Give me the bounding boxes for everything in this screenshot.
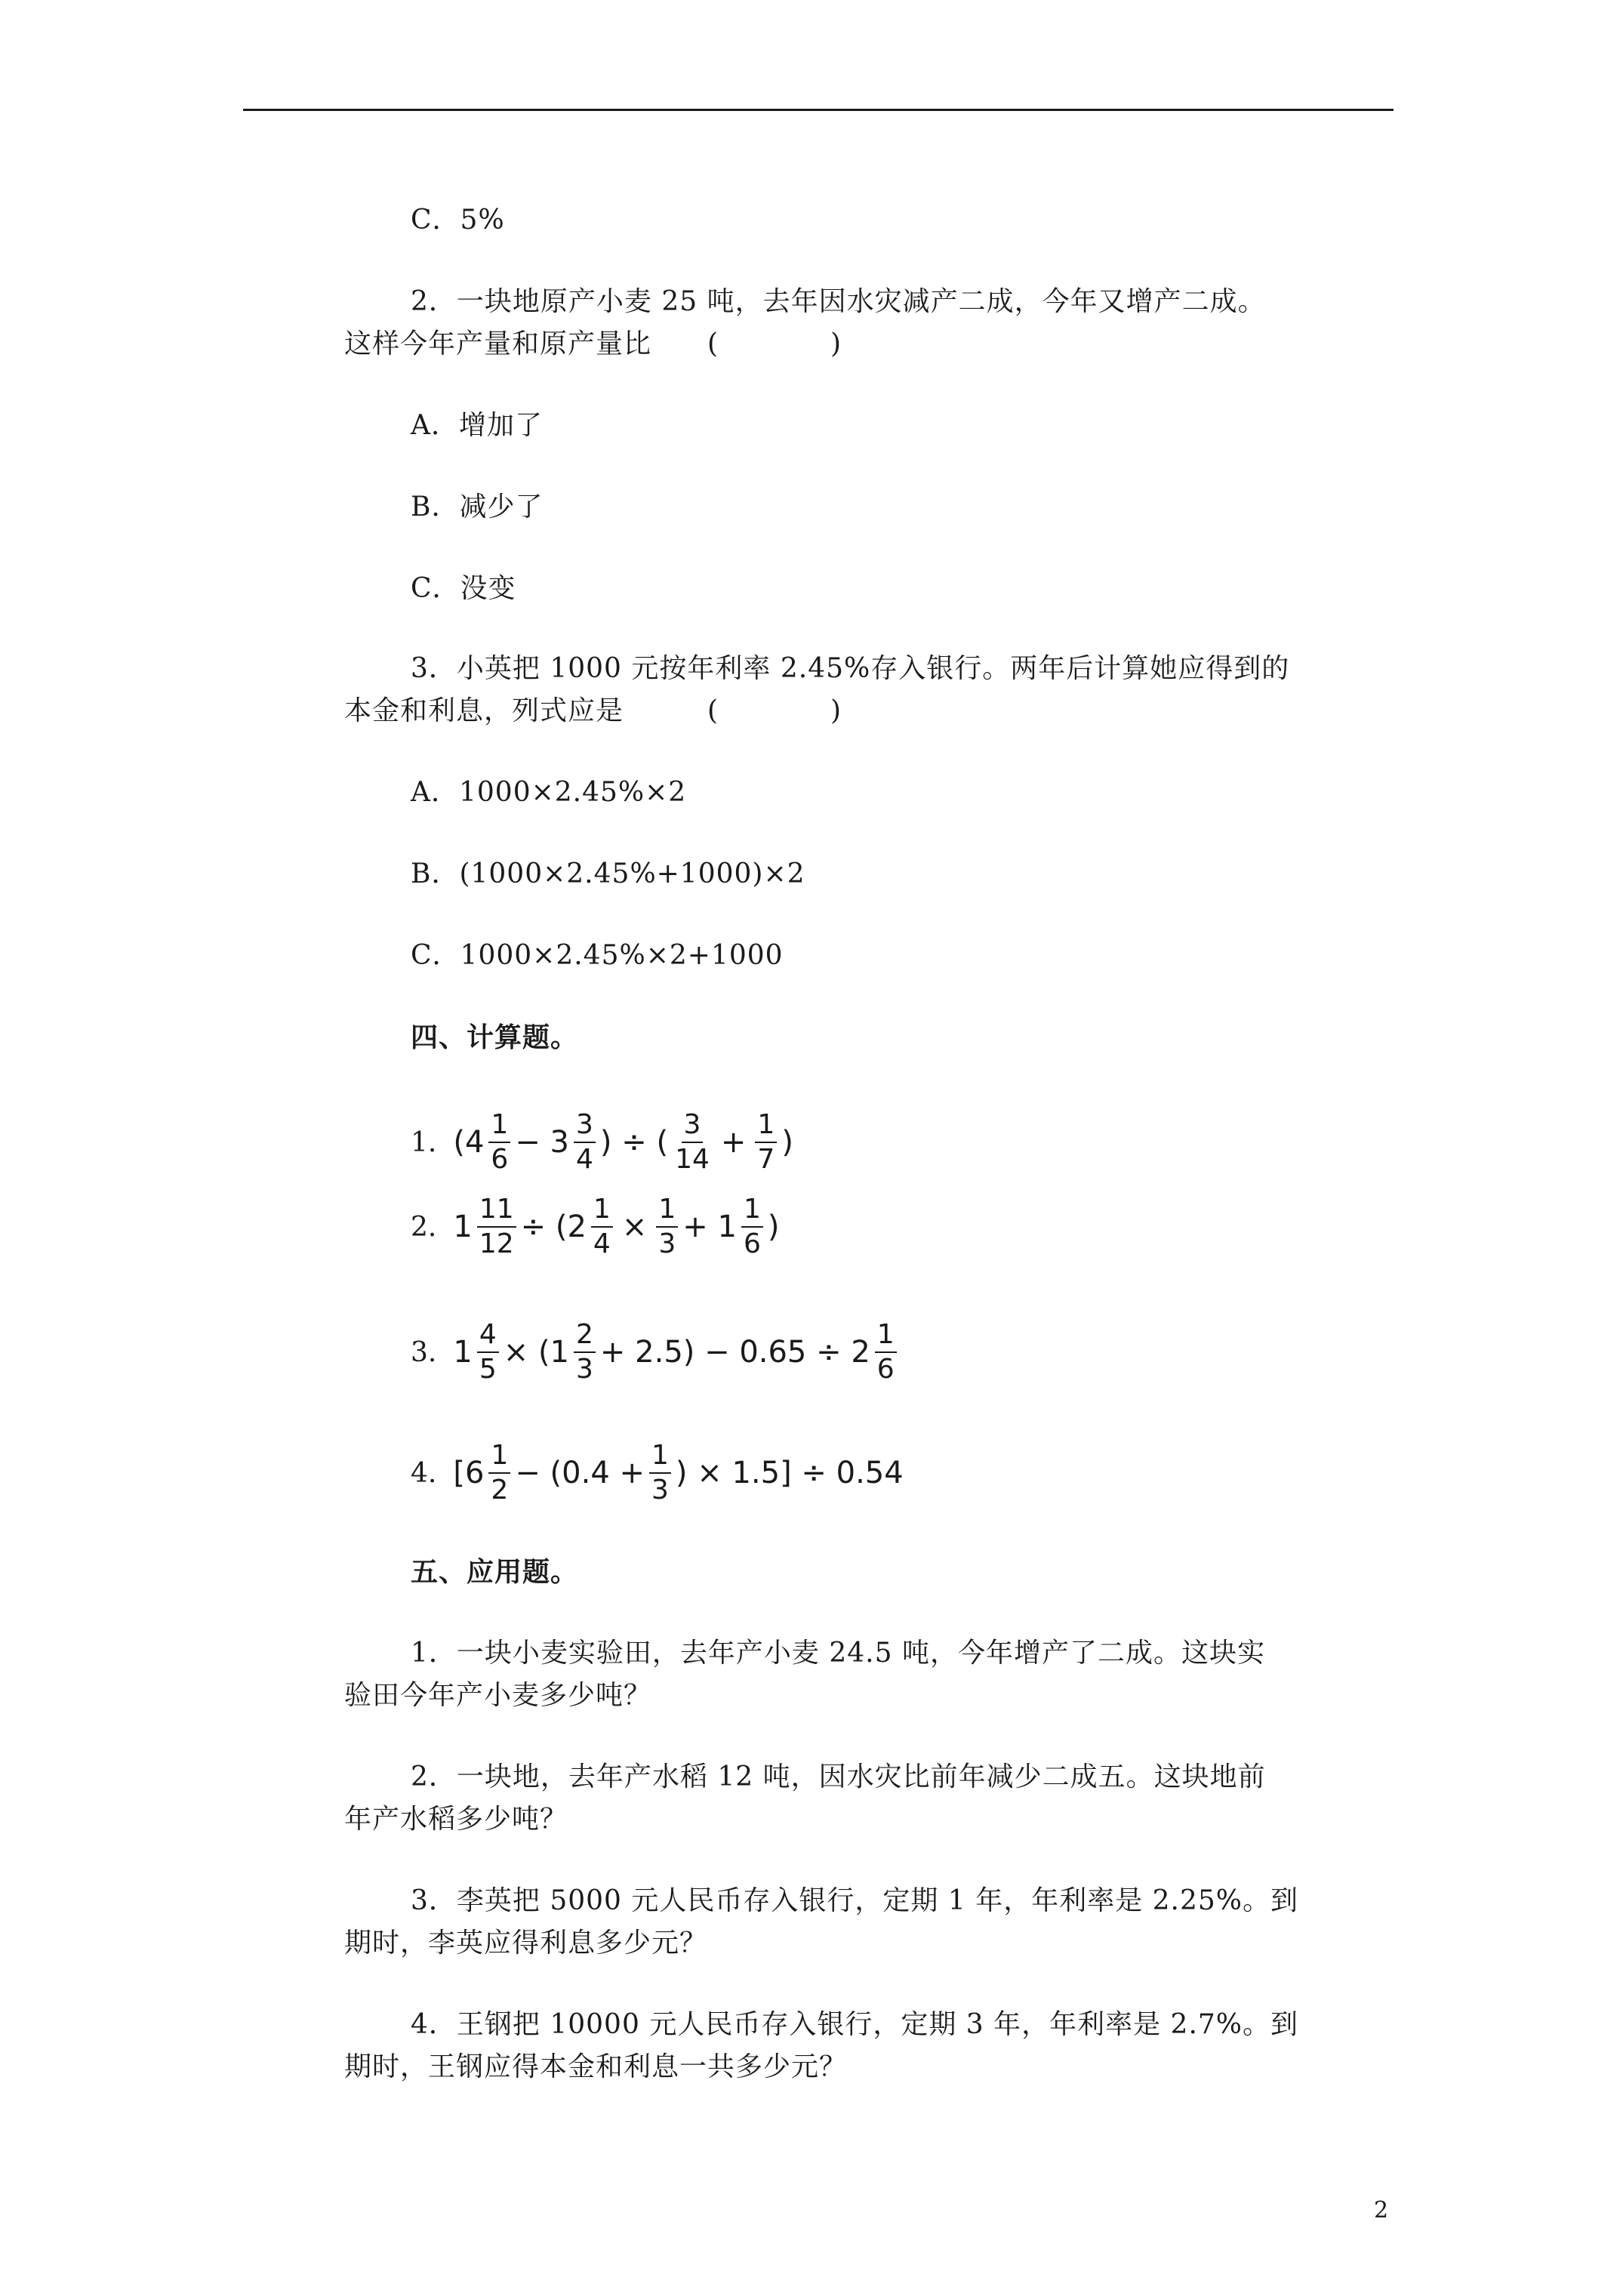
fraction bbox=[488, 1110, 510, 1175]
denominator: 3 bbox=[651, 1475, 669, 1505]
calc-formula-4 bbox=[411, 1441, 907, 1505]
denominator: 6 bbox=[876, 1354, 895, 1385]
fraction bbox=[477, 1320, 499, 1385]
numerator: 1 bbox=[875, 1320, 897, 1353]
app-question-4-line-2: 期时，王钢应得本金和利息一共多少元？ bbox=[344, 2051, 848, 2082]
formula-token: [6 bbox=[453, 1456, 485, 1490]
numerator: 2 bbox=[574, 1320, 596, 1353]
option-c-5-percent: C．5% bbox=[411, 205, 505, 236]
fraction bbox=[673, 1110, 712, 1175]
numerator: 1 bbox=[488, 1441, 510, 1474]
numerator: 1 bbox=[755, 1110, 777, 1143]
denominator: 14 bbox=[675, 1144, 710, 1175]
formula-token: ) ÷ ( bbox=[599, 1125, 669, 1160]
formula-number: 4. bbox=[411, 1457, 437, 1489]
numerator: 1 bbox=[488, 1110, 510, 1143]
question-2-line-1: 2．一块地原产小麦 25 吨，去年因水灾减产二成，今年又增产二成。 bbox=[411, 286, 1266, 317]
fraction bbox=[741, 1194, 763, 1259]
q3-option-b: B．(1000×2.45%+1000)×2 bbox=[411, 858, 805, 889]
numerator: 1 bbox=[591, 1194, 613, 1228]
calc-formula-1 bbox=[411, 1110, 796, 1175]
formula-number: 1. bbox=[411, 1126, 437, 1158]
numerator: 3 bbox=[682, 1110, 704, 1143]
denominator: 6 bbox=[491, 1144, 509, 1175]
denominator: 5 bbox=[479, 1354, 497, 1385]
numerator: 1 bbox=[741, 1194, 763, 1228]
formula-token: − 3 bbox=[515, 1125, 570, 1160]
formula-token: ) bbox=[767, 1210, 780, 1244]
app-question-2-line-1: 2．一块地，去年产水稻 12 吨，因水灾比前年减少二成五。这块地前 bbox=[411, 1761, 1266, 1792]
calc-formula-3 bbox=[411, 1320, 898, 1385]
q3-option-c: C．1000×2.45%×2+1000 bbox=[411, 940, 784, 971]
formula-operator: × bbox=[621, 1210, 648, 1244]
fraction bbox=[875, 1320, 897, 1385]
formula-token: 1 bbox=[453, 1335, 473, 1370]
question-3-line-2: 本金和利息，列式应是 ( ) bbox=[344, 695, 842, 726]
fraction bbox=[477, 1194, 516, 1259]
section-5-heading: 五、应用题。 bbox=[411, 1556, 579, 1588]
fraction bbox=[574, 1320, 596, 1385]
formula-number: 3. bbox=[411, 1336, 437, 1368]
formula-token: ÷ (2 bbox=[520, 1210, 587, 1244]
formula-token: (4 bbox=[453, 1125, 485, 1160]
numerator: 11 bbox=[477, 1194, 516, 1228]
app-question-3-line-2: 期时，李英应得利息多少元？ bbox=[344, 1928, 708, 1959]
numerator: 3 bbox=[574, 1110, 596, 1143]
app-question-1-line-2: 验田今年产小麦多少吨？ bbox=[344, 1680, 652, 1711]
formula-token: + 2.5) − 0.65 ÷ 2 bbox=[599, 1335, 870, 1370]
numerator: 4 bbox=[477, 1320, 499, 1353]
denominator: 7 bbox=[757, 1144, 775, 1175]
fraction bbox=[488, 1441, 510, 1505]
q3-option-a: A．1000×2.45%×2 bbox=[411, 777, 687, 808]
numerator: 1 bbox=[649, 1441, 671, 1474]
fraction bbox=[591, 1194, 613, 1259]
denominator: 4 bbox=[576, 1144, 593, 1175]
fraction bbox=[755, 1110, 777, 1175]
section-4-heading: 四、计算题。 bbox=[411, 1022, 579, 1053]
q2-option-a: A．增加了 bbox=[411, 410, 543, 441]
app-question-3-line-1: 3．李英把 5000 元人民币存入银行，定期 1 年，年利率是 2.25%。到 bbox=[411, 1885, 1299, 1916]
formula-token: + 1 bbox=[682, 1210, 737, 1244]
denominator: 4 bbox=[593, 1228, 611, 1259]
fraction bbox=[656, 1194, 678, 1259]
q2-option-b: B．减少了 bbox=[411, 492, 544, 522]
question-3-line-1: 3．小英把 1000 元按年利率 2.45%存入银行。两年后计算她应得到的 bbox=[411, 653, 1290, 684]
question-2-line-2: 这样今年产量和原产量比 ( ) bbox=[344, 328, 842, 359]
fraction bbox=[649, 1441, 671, 1505]
app-question-1-line-1: 1．一块小麦实验田，去年产小麦 24.5 吨，今年增产了二成。这块实 bbox=[411, 1638, 1265, 1669]
denominator: 12 bbox=[479, 1228, 514, 1259]
numerator: 1 bbox=[656, 1194, 678, 1228]
formula-token: 1 bbox=[453, 1210, 473, 1244]
formula-token: ) × 1.5] ÷ 0.54 bbox=[675, 1456, 904, 1490]
formula-operator: + bbox=[720, 1125, 747, 1160]
q2-option-c: C．没变 bbox=[411, 573, 516, 604]
app-question-4-line-1: 4．王钢把 10000 元人民币存入银行，定期 3 年，年利率是 2.7%。到 bbox=[411, 2009, 1299, 2040]
denominator: 3 bbox=[576, 1354, 593, 1385]
header-rule bbox=[243, 109, 1394, 111]
formula-number: 2. bbox=[411, 1211, 437, 1243]
denominator: 6 bbox=[743, 1228, 761, 1259]
formula-token: − (0.4 + bbox=[515, 1456, 645, 1490]
calc-formula-2 bbox=[411, 1194, 782, 1259]
fraction bbox=[574, 1110, 596, 1175]
app-question-2-line-2: 年产水稻多少吨？ bbox=[344, 1804, 568, 1835]
formula-token: ) bbox=[781, 1125, 793, 1160]
page-number: 2 bbox=[1374, 2197, 1389, 2224]
denominator: 3 bbox=[658, 1228, 676, 1259]
denominator: 2 bbox=[491, 1475, 509, 1505]
formula-token: × (1 bbox=[503, 1335, 570, 1370]
